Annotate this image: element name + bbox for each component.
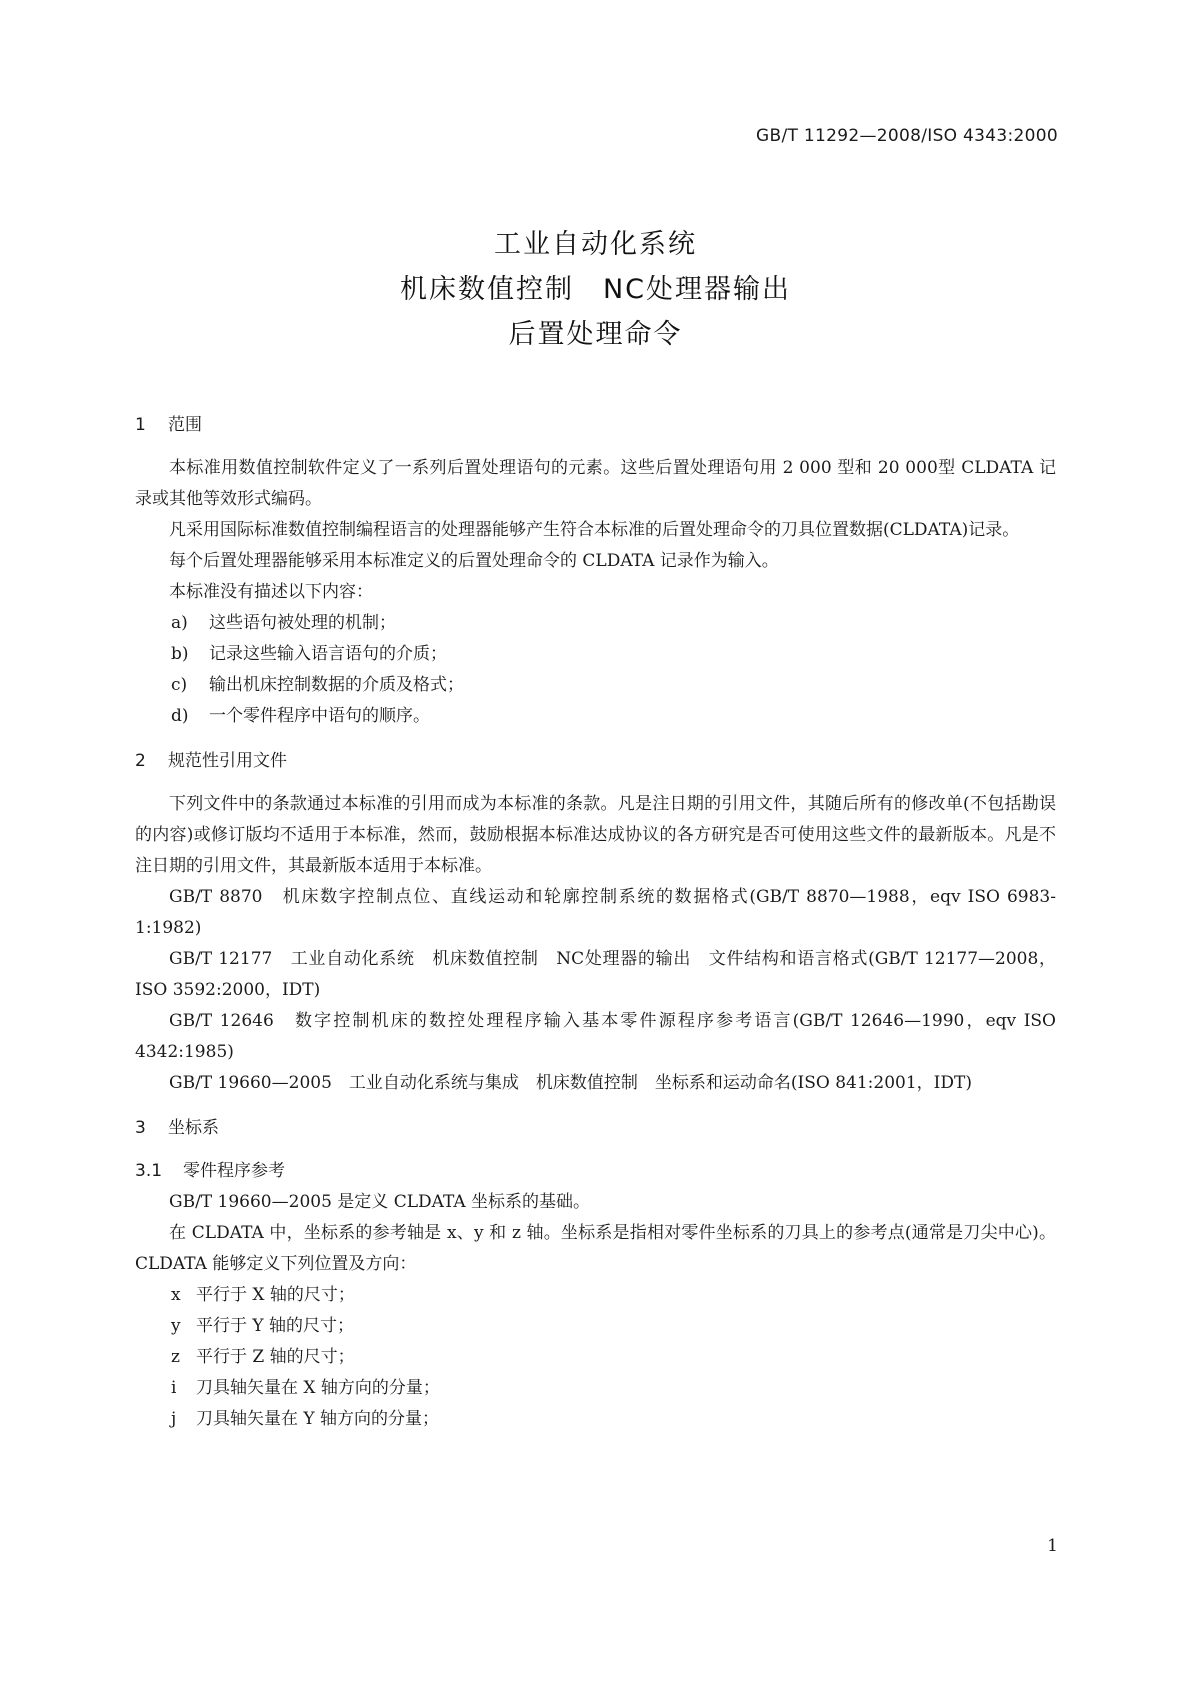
section-title: 坐标系 bbox=[168, 1118, 219, 1138]
reference-entry: GB/T 12646 数字控制机床的数控处理程序输入基本零件源程序参考语言(GB/T 12646—1990，eqv ISO 4342:1985) bbox=[135, 1011, 1056, 1062]
section-3-heading bbox=[135, 1113, 1056, 1144]
list-item bbox=[135, 1280, 1056, 1311]
document-title bbox=[0, 222, 1191, 357]
subsection-number: 3.1 bbox=[135, 1161, 163, 1181]
paragraph: 在 CLDATA 中，坐标系的参考轴是 x、y 和 z 轴。坐标系是指相对零件坐标系的刀具上的参考点(通常是刀尖中心)。CLDATA 能够定义下列位置及方向： bbox=[135, 1223, 1056, 1274]
paragraph: 下列文件中的条款通过本标准的引用而成为本标准的条款。凡是注日期的引用文件，其随后所有的修改单(不包括勘误的内容)或修订版均不适用于本标准，然而，鼓励根据本标准达成协议的各方研究是否可使用这些文件的最新版本。凡是不注日期的引用文件，其最新版本适用于本标准。 bbox=[135, 794, 1056, 876]
list-marker: b) bbox=[171, 644, 189, 664]
list-item bbox=[135, 701, 1056, 732]
reference-entry: GB/T 12177 工业自动化系统 机床数值控制 NC处理器的输出 文件结构和语言格式(GB/T 12177—2008，ISO 3592:2000，IDT) bbox=[135, 949, 1056, 1000]
standard-code: GB/T 11292—2008/ISO 4343:2000 bbox=[756, 126, 1058, 146]
list-marker: c) bbox=[171, 675, 188, 695]
title-line-2: 机床数值控制 NC处理器输出 bbox=[399, 274, 792, 305]
paragraph: 凡采用国际标准数值控制编程语言的处理器能够产生符合本标准的后置处理命令的刀具位置数据(CLDATA)记录。 bbox=[169, 520, 1020, 540]
section-number: 3 bbox=[135, 1118, 146, 1138]
section-number: 1 bbox=[135, 415, 146, 435]
section-2-heading bbox=[135, 746, 1056, 777]
list-text: 刀具轴矢量在 X 轴方向的分量； bbox=[196, 1378, 440, 1398]
section-number: 2 bbox=[135, 751, 146, 771]
title-line-1: 工业自动化系统 bbox=[494, 229, 697, 260]
paragraph: GB/T 19660—2005 是定义 CLDATA 坐标系的基础。 bbox=[169, 1192, 591, 1212]
section-title: 规范性引用文件 bbox=[168, 751, 287, 771]
list-marker: z bbox=[171, 1347, 180, 1367]
list-text: 这些语句被处理的机制； bbox=[209, 613, 396, 633]
list-item bbox=[135, 1311, 1056, 1342]
paragraph: 本标准用数值控制软件定义了一系列后置处理语句的元素。这些后置处理语句用 2 000 型和 20 000型 CLDATA 记录或其他等效形式编码。 bbox=[135, 458, 1056, 509]
list-text: 刀具轴矢量在 Y 轴方向的分量； bbox=[196, 1409, 440, 1429]
list-item bbox=[135, 1373, 1056, 1404]
list-text: 一个零件程序中语句的顺序。 bbox=[209, 706, 430, 726]
list-text: 输出机床控制数据的介质及格式； bbox=[209, 675, 464, 695]
list-marker: i bbox=[171, 1378, 177, 1398]
page-number: 1 bbox=[1047, 1536, 1058, 1556]
list-text: 记录这些输入语言语句的介质； bbox=[209, 644, 447, 664]
section-title: 范围 bbox=[168, 415, 202, 435]
list-marker: d) bbox=[171, 706, 189, 726]
list-marker: a) bbox=[171, 613, 188, 633]
title-line-3: 后置处理命令 bbox=[508, 319, 683, 350]
list-marker: j bbox=[171, 1409, 177, 1429]
list-marker: x bbox=[171, 1285, 181, 1305]
list-text: 平行于 Y 轴的尺寸； bbox=[196, 1316, 355, 1336]
list-item bbox=[135, 608, 1056, 639]
reference-entry: GB/T 8870 机床数字控制点位、直线运动和轮廓控制系统的数据格式(GB/T 8870—1988，eqv ISO 6983-1:1982) bbox=[135, 887, 1056, 938]
list-text: 平行于 Z 轴的尺寸； bbox=[196, 1347, 355, 1367]
list-item bbox=[135, 1342, 1056, 1373]
list-marker: y bbox=[171, 1316, 181, 1336]
section-1-heading bbox=[135, 410, 1056, 441]
list-item bbox=[135, 1404, 1056, 1435]
list-text: 平行于 X 轴的尺寸； bbox=[196, 1285, 355, 1305]
paragraph: 本标准没有描述以下内容： bbox=[169, 582, 373, 602]
subsection-3-1-heading bbox=[135, 1156, 1056, 1187]
reference-entry: GB/T 19660—2005 工业自动化系统与集成 机床数值控制 坐标系和运动命名(ISO 841:2001，IDT) bbox=[169, 1073, 972, 1093]
subsection-title: 零件程序参考 bbox=[183, 1161, 285, 1181]
paragraph: 每个后置处理器能够采用本标准定义的后置处理命令的 CLDATA 记录作为输入。 bbox=[169, 551, 779, 571]
document-body bbox=[135, 410, 1056, 1435]
list-item bbox=[135, 670, 1056, 701]
list-item bbox=[135, 639, 1056, 670]
